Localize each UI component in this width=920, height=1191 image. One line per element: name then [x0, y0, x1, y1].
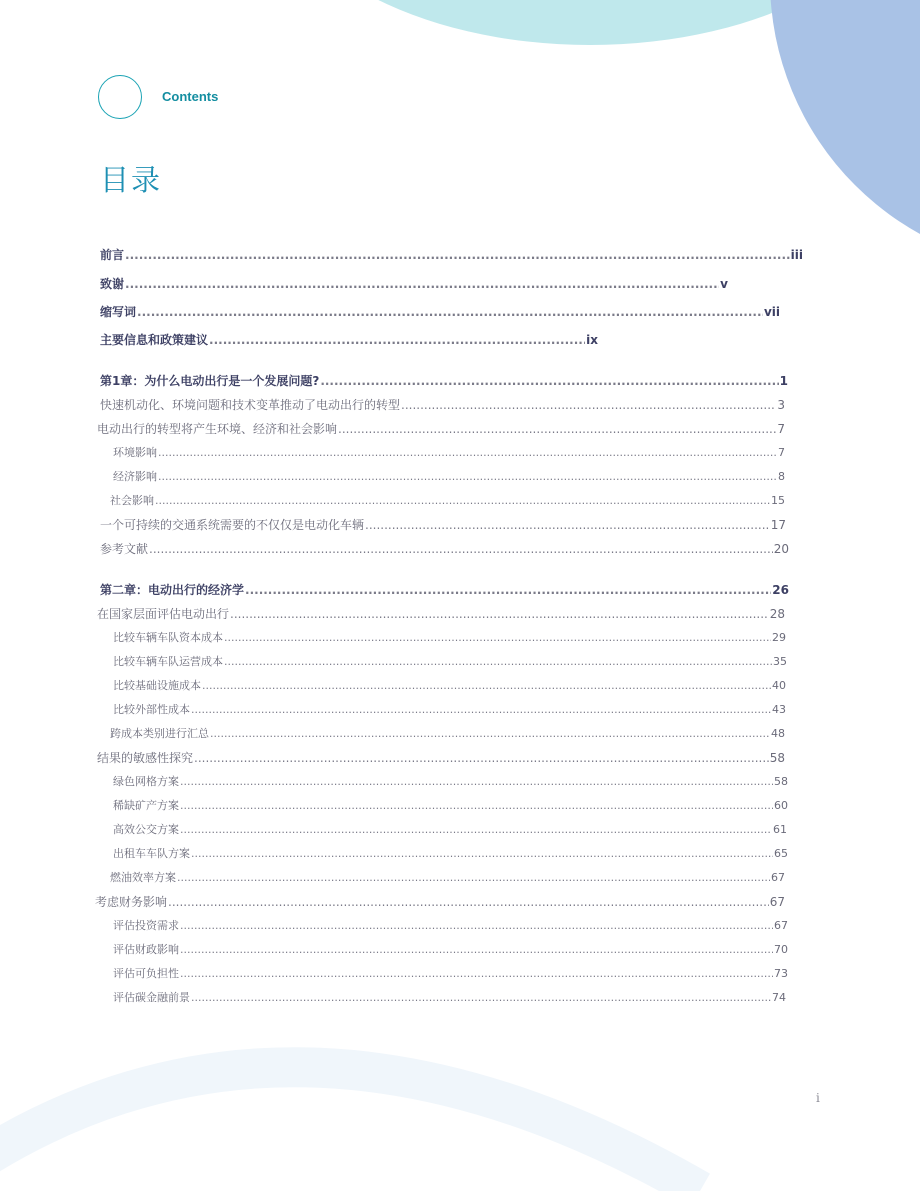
- leader-dots: [125, 276, 719, 292]
- toc-entry[interactable]: [113, 798, 788, 814]
- leader-dots: [180, 966, 773, 982]
- toc-entry-text: 燃油效率方案: [110, 871, 176, 884]
- toc-entry-text: 高效公交方案: [113, 823, 179, 836]
- toc-entry-text: 稀缺矿产方案: [113, 799, 179, 812]
- toc-entry[interactable]: [100, 247, 803, 263]
- toc-entry[interactable]: [113, 942, 788, 958]
- toc-entry-page: 20: [773, 542, 789, 556]
- toc-entry-page: 26: [772, 583, 789, 597]
- page-number: i: [816, 1091, 820, 1105]
- toc-entry[interactable]: [97, 421, 785, 437]
- toc-entry[interactable]: [113, 654, 787, 670]
- leader-dots: [224, 654, 772, 670]
- toc-entry-text: 快速机动化、环境问题和技术变革推动了电动出行的转型: [100, 398, 401, 412]
- toc-entry-page: v: [720, 277, 728, 291]
- leader-dots: [191, 846, 773, 862]
- leader-dots: [158, 469, 777, 485]
- leader-dots: [180, 774, 773, 790]
- toc-entry[interactable]: [100, 517, 786, 533]
- leader-dots: [180, 822, 772, 838]
- toc-entry-page: 67: [774, 919, 788, 932]
- leader-dots: [158, 445, 777, 461]
- toc-entry-text: 评估投资需求: [113, 919, 179, 932]
- toc-entry-page: 3: [777, 398, 785, 412]
- toc-entry-text: 比较车辆车队资本成本: [113, 631, 223, 644]
- toc-entry-text: 经济影响: [113, 470, 157, 483]
- toc-entry[interactable]: [113, 822, 787, 838]
- toc-entry[interactable]: [110, 726, 785, 742]
- leader-dots: [125, 247, 790, 263]
- toc-entry-page: 65: [774, 847, 788, 860]
- leader-dots: [338, 421, 776, 437]
- leader-dots: [180, 942, 773, 958]
- toc-entry[interactable]: [100, 397, 785, 413]
- toc-entry-text: 社会影响: [110, 494, 154, 507]
- toc-entry-text: 比较外部性成本: [113, 703, 190, 716]
- header-circle-icon: [98, 75, 142, 119]
- leader-dots: [320, 373, 778, 389]
- toc-entry-page: 60: [774, 799, 788, 812]
- leader-dots: [137, 304, 763, 320]
- toc-entry-page: 43: [772, 703, 786, 716]
- toc-entry-text: 主要信息和政策建议: [100, 333, 209, 347]
- header-label: Contents: [162, 89, 219, 104]
- toc-entry-text: 评估碳金融前景: [113, 991, 190, 1004]
- toc-entry-text: 绿色网格方案: [113, 775, 179, 788]
- toc-entry-text: 评估可负担性: [113, 967, 179, 980]
- toc-entry-text: 结果的敏感性探究: [97, 751, 194, 765]
- toc-entry[interactable]: [113, 846, 788, 862]
- toc-entry-text: 一个可持续的交通系统需要的不仅仅是电动化车辆: [100, 518, 365, 532]
- page-title: 目录: [100, 163, 163, 197]
- toc-entry[interactable]: [113, 990, 786, 1006]
- toc-entry-page: 67: [771, 871, 785, 884]
- toc-entry[interactable]: [97, 606, 785, 622]
- toc-entry-page: 61: [773, 823, 787, 836]
- toc-entry-text: 环境影响: [113, 446, 157, 459]
- leader-dots: [155, 493, 770, 509]
- leader-dots: [149, 541, 773, 557]
- toc-entry-page: 48: [771, 727, 785, 740]
- toc-entry-text: 出租车车队方案: [113, 847, 190, 860]
- toc-entry[interactable]: [113, 702, 786, 718]
- toc-entry-text: 前言: [100, 248, 125, 262]
- leader-dots: [224, 630, 771, 646]
- toc-entry[interactable]: [113, 630, 786, 646]
- leader-dots: [180, 918, 773, 934]
- toc-entry-text: 参考文献: [100, 542, 149, 556]
- toc-entry[interactable]: [100, 582, 789, 598]
- toc-entry-text: 第1章：为什么电动出行是一个发展问题?: [100, 374, 320, 388]
- toc-entry-page: 73: [774, 967, 788, 980]
- leader-dots: [202, 678, 771, 694]
- toc-entry[interactable]: [113, 918, 788, 934]
- toc-entry-page: 1: [779, 374, 788, 388]
- toc-entry-page: 40: [772, 679, 786, 692]
- toc-entry-page: 17: [770, 518, 786, 532]
- toc-entry[interactable]: [100, 276, 728, 292]
- toc-entry[interactable]: [110, 870, 785, 886]
- toc-entry-text: 跨成本类别进行汇总: [110, 727, 209, 740]
- toc-entry-text: 考虑财务影响: [95, 895, 168, 909]
- toc-entry[interactable]: [113, 774, 788, 790]
- toc-entry[interactable]: [113, 678, 786, 694]
- toc-entry[interactable]: [113, 966, 788, 982]
- toc-entry-text: 第二章：电动出行的经济学: [100, 583, 245, 597]
- toc-entry-page: ix: [586, 333, 598, 347]
- toc-entry-page: 8: [778, 470, 785, 483]
- toc-entry-page: vii: [763, 305, 780, 319]
- leader-dots: [180, 798, 773, 814]
- leader-dots: [230, 606, 769, 622]
- toc-entry-page: 67: [769, 895, 785, 909]
- toc-entry-text: 缩写词: [100, 305, 137, 319]
- toc-entry-page: 35: [773, 655, 787, 668]
- toc-entry[interactable]: [100, 332, 598, 348]
- toc-entry-text: 致谢: [100, 277, 125, 291]
- leader-dots: [177, 870, 770, 886]
- toc-entry-page: 15: [771, 494, 785, 507]
- toc-entry-page: 7: [778, 446, 785, 459]
- leader-dots: [209, 332, 585, 348]
- leader-dots: [191, 990, 771, 1006]
- toc-entry-page: 58: [769, 751, 785, 765]
- leader-dots: [194, 750, 769, 766]
- leader-dots: [168, 894, 769, 910]
- toc-entry[interactable]: [113, 469, 785, 485]
- toc-entry-page: 29: [772, 631, 786, 644]
- toc-entry[interactable]: [100, 304, 780, 320]
- toc-entry[interactable]: [95, 894, 785, 910]
- toc-entry-text: 评估财政影响: [113, 943, 179, 956]
- toc-entry[interactable]: [97, 750, 785, 766]
- toc-entry-page: iii: [790, 248, 803, 262]
- toc-entry-page: 58: [774, 775, 788, 788]
- toc-entry-page: 28: [769, 607, 785, 621]
- toc-entry-text: 电动出行的转型将产生环境、经济和社会影响: [97, 422, 338, 436]
- toc-entry[interactable]: [100, 541, 789, 557]
- toc-entry-text: 比较车辆车队运营成本: [113, 655, 223, 668]
- leader-dots: [365, 517, 770, 533]
- toc-entry[interactable]: [100, 373, 788, 389]
- toc-entry[interactable]: [110, 493, 785, 509]
- toc-entry-text: 比较基础设施成本: [113, 679, 201, 692]
- toc-entry-page: 70: [774, 943, 788, 956]
- leader-dots: [191, 702, 771, 718]
- leader-dots: [401, 397, 776, 413]
- leader-dots: [210, 726, 770, 742]
- toc-entry-page: 7: [777, 422, 785, 436]
- toc-entry[interactable]: [113, 445, 785, 461]
- leader-dots: [245, 582, 771, 598]
- toc-entry-page: 74: [772, 991, 786, 1004]
- toc-entry-text: 在国家层面评估电动出行: [97, 607, 230, 621]
